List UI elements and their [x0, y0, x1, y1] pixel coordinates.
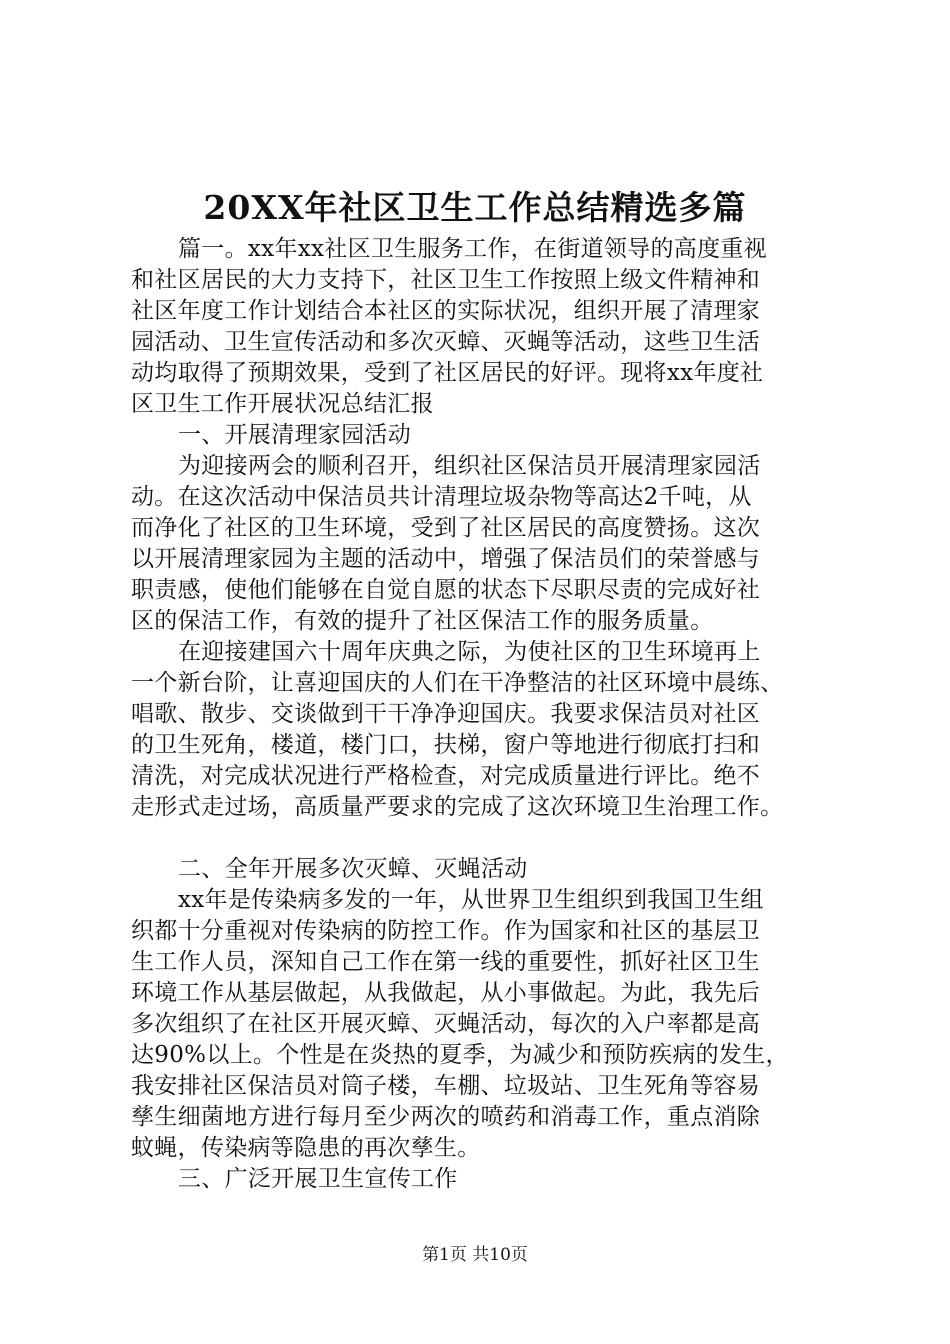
text-line: 唱歌、散步、交谈做到干干净净迎国庆。我要求保洁员对社区 [131, 701, 761, 727]
text-line: 一个新台阶，让喜迎国庆的人们在干净整洁的社区环境中晨练、 [131, 670, 784, 696]
text-line: 职责感，使他们能够在自觉自愿的状态下尽职尽责的完成好社 [131, 577, 761, 603]
text-line: 清洗，对完成状况进行严格检查，对完成质量进行评比。绝不 [131, 763, 761, 789]
text-line: 走形式走过场，高质量严要求的完成了这次环境卫生治理工作。 [131, 794, 784, 820]
text-line: 织都十分重视对传染病的防控工作。作为国家和社区的基层卫 [131, 918, 761, 944]
text-line: 的卫生死角，楼道，楼门口，扶梯，窗户等地进行彻底打扫和 [131, 732, 761, 758]
text-line: 篇一。xx年xx社区卫生服务工作，在街道领导的高度重视 [178, 236, 767, 262]
text-line: 动。在这次活动中保洁员共计清理垃圾杂物等高达2千吨，从 [131, 484, 752, 510]
text-line: 蚊蝇，传染病等隐患的再次孳生。 [131, 1135, 481, 1161]
document-body [131, 234, 831, 1195]
text-line: 在迎接建国六十周年庆典之际，为使社区的卫生环境再上 [178, 639, 761, 665]
text-line: 一、开展清理家园活动 [178, 422, 411, 448]
text-line: 以开展清理家园为主题的活动中，增强了保洁员们的荣誉感与 [131, 546, 761, 572]
text-line: 我安排社区保洁员对筒子楼，车棚、垃圾站、卫生死角等容易 [131, 1073, 761, 1099]
text-line: 环境工作从基层做起，从我做起，从小事做起。为此，我先后 [131, 980, 761, 1006]
text-line: xx年是传染病多发的一年，从世界卫生组织到我国卫生组 [178, 887, 764, 913]
text-line: 三、广泛开展卫生宣传工作 [178, 1166, 458, 1192]
text-line: 区卫生工作开展状况总结汇报 [131, 391, 434, 417]
text-line: 二、全年开展多次灭蟑、灭蝇活动 [178, 856, 528, 882]
text-line: 为迎接两会的顺利召开，组织社区保洁员开展清理家园活 [178, 453, 761, 479]
text-line: 动均取得了预期效果，受到了社区居民的好评。现将xx年度社 [131, 360, 764, 386]
text-line: 多次组织了在社区开展灭蟑、灭蝇活动，每次的入户率都是高 [131, 1011, 761, 1037]
text-line: 而净化了社区的卫生环境，受到了社区居民的高度赞扬。这次 [131, 515, 761, 541]
text-line: 达90%以上。个性是在炎热的夏季，为减少和预防疾病的发生， [131, 1042, 789, 1068]
text-line: 园活动、卫生宣传活动和多次灭蟑、灭蝇等活动，这些卫生活 [131, 329, 761, 355]
text-line: 社区年度工作计划结合本社区的实际状况，组织开展了清理家 [131, 298, 761, 324]
page-footer: 第1页 共10页 [422, 1245, 528, 1265]
text-line: 孳生细菌地方进行每月至少两次的喷药和消毒工作，重点消除 [131, 1104, 761, 1130]
text-line: 区的保洁工作，有效的提升了社区保洁工作的服务质量。 [131, 608, 714, 634]
text-line: 和社区居民的大力支持下，社区卫生工作按照上级文件精神和 [131, 267, 761, 293]
document-title: 20XX年社区卫生工作总结精选多篇 [203, 188, 747, 227]
blank-line [131, 823, 831, 854]
text-line: 生工作人员，深知自己工作在第一线的重要性，抓好社区卫生 [131, 949, 761, 975]
